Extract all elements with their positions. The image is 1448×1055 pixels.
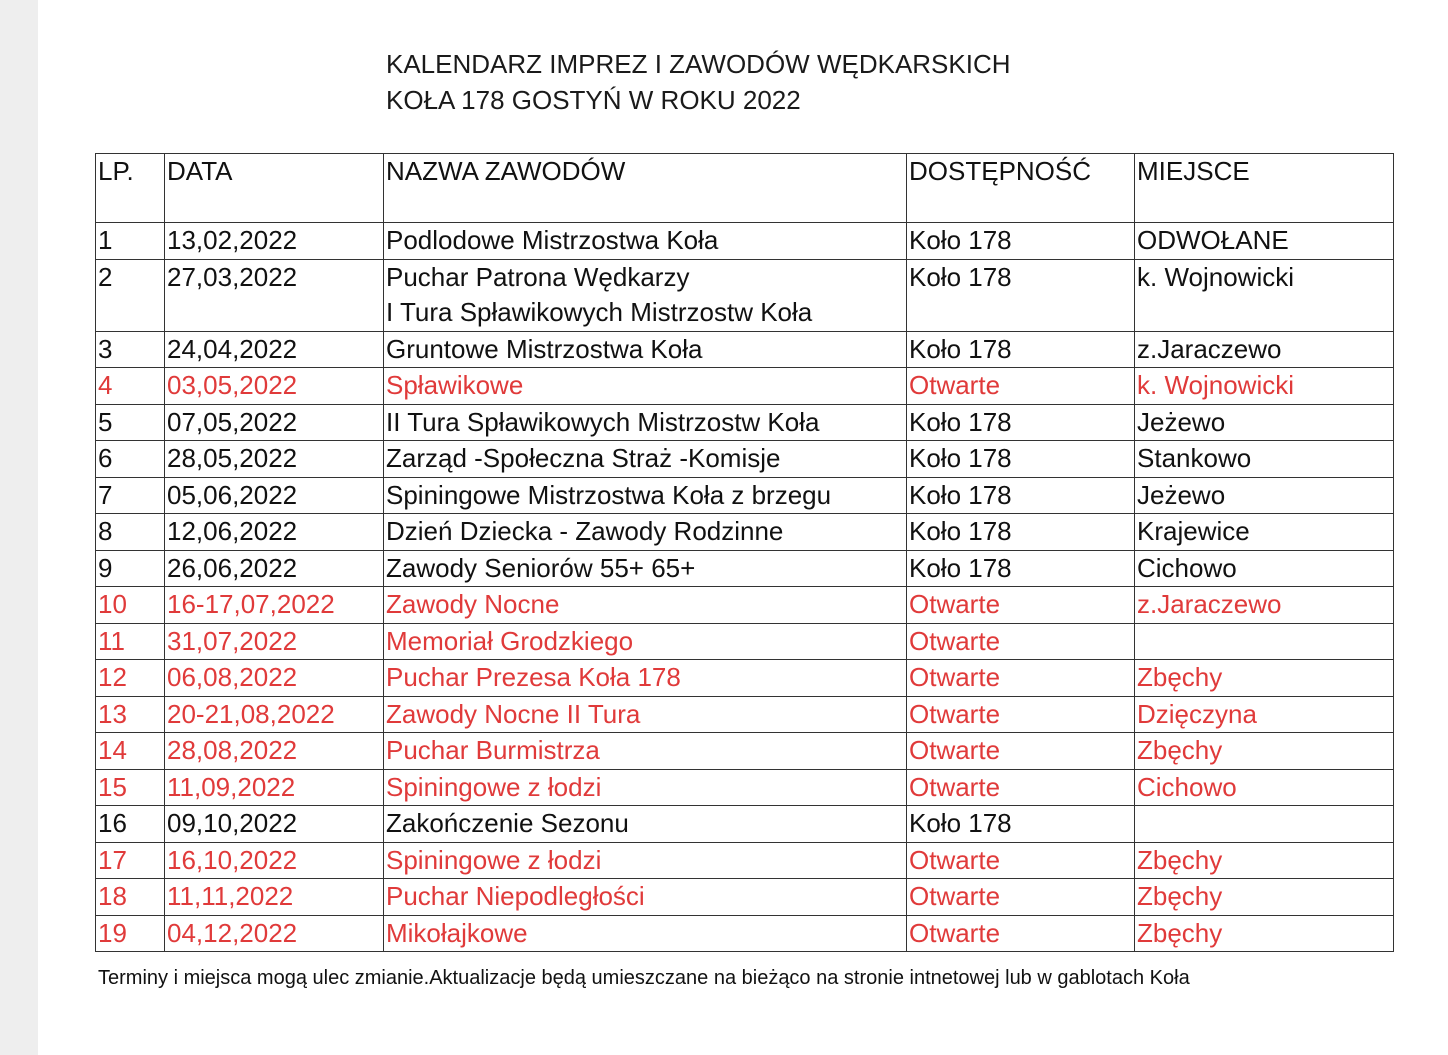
cell-date: 11,11,2022: [165, 879, 384, 916]
cell-date: 16-17,07,2022: [165, 587, 384, 624]
cell-name: Spiningowe z łodzi: [384, 842, 907, 879]
cell-access: Koło 178: [907, 550, 1135, 587]
cell-place: Zbęchy: [1135, 842, 1394, 879]
cell-place: Cichowo: [1135, 550, 1394, 587]
table-row: [96, 514, 1394, 551]
table-row: [96, 441, 1394, 478]
cell-name: Podlodowe Mistrzostwa Koła: [384, 223, 907, 260]
cell-lp: 11: [96, 623, 165, 660]
cell-lp: 3: [96, 331, 165, 368]
table-row: [96, 733, 1394, 770]
cell-place: Zbęchy: [1135, 915, 1394, 952]
table-row: [96, 259, 1394, 331]
cell-name: [384, 259, 907, 331]
cell-place: [1135, 806, 1394, 843]
cell-lp: 14: [96, 733, 165, 770]
cell-name: Puchar Niepodległości: [384, 879, 907, 916]
cell-name: Mikołajkowe: [384, 915, 907, 952]
table-row: [96, 769, 1394, 806]
header-access: DOSTĘPNOŚĆ: [907, 154, 1135, 223]
footer-note: Terminy i miejsca mogą ulec zmianie.Aktualizacje będą umieszczane na bieżąco na stronie intnetowej lub w gablotach Koła: [98, 967, 1190, 989]
table-row: [96, 915, 1394, 952]
table-row: [96, 806, 1394, 843]
header-place: MIEJSCE: [1135, 154, 1394, 223]
cell-name-line-1: Puchar Patrona Wędkarzy: [386, 261, 690, 292]
table-row: [96, 223, 1394, 260]
cell-lp: 13: [96, 696, 165, 733]
table-row: [96, 696, 1394, 733]
table-body: [96, 223, 1394, 952]
cell-date: 11,09,2022: [165, 769, 384, 806]
table-row: [96, 587, 1394, 624]
cell-access: Otwarte: [907, 696, 1135, 733]
cell-lp: 19: [96, 915, 165, 952]
table-row: [96, 550, 1394, 587]
cell-date: 13,02,2022: [165, 223, 384, 260]
cell-name: Spiningowe Mistrzostwa Koła z brzegu: [384, 477, 907, 514]
table-row: [96, 331, 1394, 368]
cell-place: z.Jaraczewo: [1135, 331, 1394, 368]
cell-place: [1135, 623, 1394, 660]
cell-access: Koło 178: [907, 806, 1135, 843]
cell-access: Otwarte: [907, 842, 1135, 879]
cell-name: Zawody Nocne II Tura: [384, 696, 907, 733]
cell-access: Koło 178: [907, 404, 1135, 441]
cell-date: 28,08,2022: [165, 733, 384, 770]
cell-lp: 17: [96, 842, 165, 879]
cell-lp: 12: [96, 660, 165, 697]
document-title: [386, 46, 1011, 118]
cell-access: Koło 178: [907, 441, 1135, 478]
cell-lp: 4: [96, 368, 165, 405]
cell-lp: 2: [96, 259, 165, 331]
cell-date: 04,12,2022: [165, 915, 384, 952]
cell-date: 06,08,2022: [165, 660, 384, 697]
cell-access: Koło 178: [907, 259, 1135, 331]
cell-access: Koło 178: [907, 514, 1135, 551]
table-row: [96, 368, 1394, 405]
cell-place: Cichowo: [1135, 769, 1394, 806]
cell-name: Puchar Prezesa Koła 178: [384, 660, 907, 697]
cell-place: ODWOŁANE: [1135, 223, 1394, 260]
table-row: [96, 623, 1394, 660]
table-row: [96, 842, 1394, 879]
header-name: NAZWA ZAWODÓW: [384, 154, 907, 223]
cell-name: Zakończenie Sezonu: [384, 806, 907, 843]
cell-name: Spławikowe: [384, 368, 907, 405]
cell-access: Otwarte: [907, 733, 1135, 770]
cell-access: Koło 178: [907, 477, 1135, 514]
cell-name: Memoriał Grodzkiego: [384, 623, 907, 660]
cell-date: 07,05,2022: [165, 404, 384, 441]
cell-place: Krajewice: [1135, 514, 1394, 551]
cell-name: Zarząd -Społeczna Straż -Komisje: [384, 441, 907, 478]
table-row: [96, 477, 1394, 514]
cell-access: Otwarte: [907, 915, 1135, 952]
table-header-row: [96, 154, 1394, 223]
header-lp: LP.: [96, 154, 165, 223]
cell-access: Koło 178: [907, 223, 1135, 260]
cell-name: Zawody Nocne: [384, 587, 907, 624]
cell-access: Otwarte: [907, 879, 1135, 916]
cell-date: 20-21,08,2022: [165, 696, 384, 733]
cell-place: k. Wojnowicki: [1135, 259, 1394, 331]
cell-date: 24,04,2022: [165, 331, 384, 368]
cell-access: Otwarte: [907, 368, 1135, 405]
header-date: DATA: [165, 154, 384, 223]
cell-lp: 6: [96, 441, 165, 478]
table-row: [96, 879, 1394, 916]
cell-lp: 15: [96, 769, 165, 806]
cell-date: 09,10,2022: [165, 806, 384, 843]
cell-name-line-2: I Tura Spławikowych Mistrzostw Koła: [386, 297, 813, 327]
cell-access: Otwarte: [907, 623, 1135, 660]
cell-name: Puchar Burmistrza: [384, 733, 907, 770]
table-row: [96, 404, 1394, 441]
title-line-2: KOŁA 178 GOSTYŃ W ROKU 2022: [386, 85, 801, 115]
cell-access: Otwarte: [907, 660, 1135, 697]
cell-name: Spiningowe z łodzi: [384, 769, 907, 806]
cell-lp: 10: [96, 587, 165, 624]
title-line-1: KALENDARZ IMPREZ I ZAWODÓW WĘDKARSKICH: [386, 49, 1011, 79]
cell-place: Zbęchy: [1135, 660, 1394, 697]
table-row: [96, 660, 1394, 697]
events-table: [95, 153, 1394, 952]
cell-place: Zbęchy: [1135, 733, 1394, 770]
cell-lp: 8: [96, 514, 165, 551]
cell-access: Koło 178: [907, 331, 1135, 368]
cell-name: Dzień Dziecka - Zawody Rodzinne: [384, 514, 907, 551]
cell-lp: 7: [96, 477, 165, 514]
cell-date: 28,05,2022: [165, 441, 384, 478]
cell-place: Dzięczyna: [1135, 696, 1394, 733]
cell-date: 31,07,2022: [165, 623, 384, 660]
cell-lp: 16: [96, 806, 165, 843]
cell-place: z.Jaraczewo: [1135, 587, 1394, 624]
cell-place: Jeżewo: [1135, 477, 1394, 514]
cell-lp: 9: [96, 550, 165, 587]
cell-lp: 5: [96, 404, 165, 441]
cell-lp: 18: [96, 879, 165, 916]
cell-place: Stankowo: [1135, 441, 1394, 478]
cell-name: II Tura Spławikowych Mistrzostw Koła: [384, 404, 907, 441]
cell-date: 05,06,2022: [165, 477, 384, 514]
cell-lp: 1: [96, 223, 165, 260]
cell-name: Gruntowe Mistrzostwa Koła: [384, 331, 907, 368]
cell-date: 12,06,2022: [165, 514, 384, 551]
cell-access: Otwarte: [907, 587, 1135, 624]
cell-date: 27,03,2022: [165, 259, 384, 331]
cell-date: 26,06,2022: [165, 550, 384, 587]
cell-place: k. Wojnowicki: [1135, 368, 1394, 405]
cell-access: Otwarte: [907, 769, 1135, 806]
cell-place: Jeżewo: [1135, 404, 1394, 441]
cell-date: 03,05,2022: [165, 368, 384, 405]
cell-name: Zawody Seniorów 55+ 65+: [384, 550, 907, 587]
cell-date: 16,10,2022: [165, 842, 384, 879]
cell-place: Zbęchy: [1135, 879, 1394, 916]
